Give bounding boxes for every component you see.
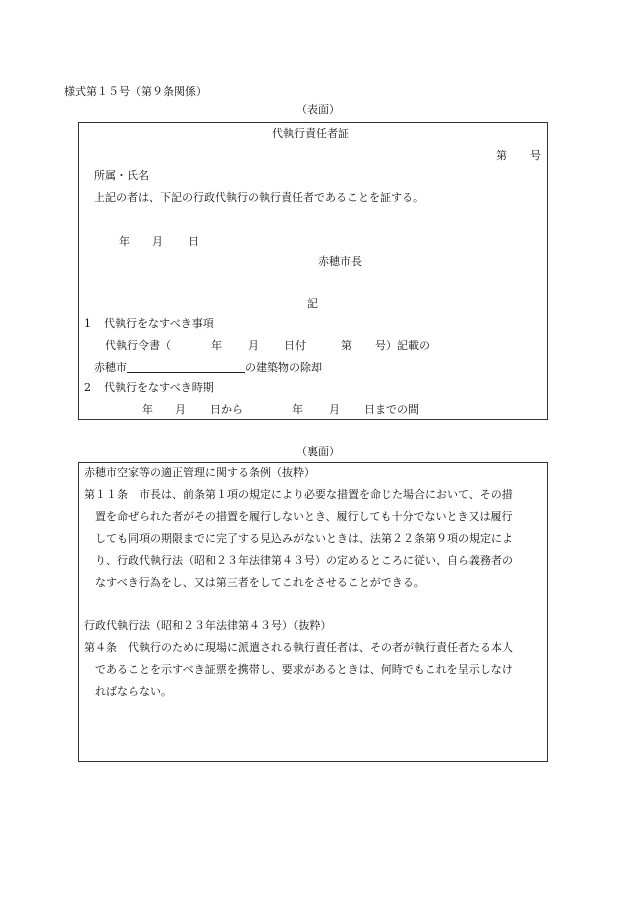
ordinance-title: 赤穂市空家等の適正管理に関する条例（抜粋） [84, 466, 315, 479]
issue-year-label: 年 [119, 235, 130, 248]
article4-line3: ればならない。 [95, 685, 172, 698]
item1-order-label: 代執行令書（ [105, 339, 171, 352]
item1-city-line [94, 361, 322, 373]
item2-end-year: 年 [292, 403, 303, 416]
item1-building-label: の建築物の除却 [245, 361, 322, 374]
issue-day-label: 日 [188, 235, 199, 248]
article11-line4: り、行政代執行法（昭和２３年法律第４３号）の定めるところに従い、自ら義務者の [95, 554, 513, 567]
item1-number: 1 [84, 317, 91, 330]
certificate-number-dai: 第 [496, 149, 507, 162]
item2-number: 2 [84, 381, 91, 394]
article11-line2: 置を命ぜられた者がその措置を履行しないとき、履行しても十分でないとき又は履行 [95, 510, 513, 523]
item1-month-label: 月 [248, 339, 259, 352]
form-number: 様式第１５号（第９条関係） [64, 85, 207, 98]
article11-line1: 第１１条 市長は、前条第１項の規定により必要な措置を命じた場合において、その措 [84, 488, 513, 501]
issuer-mayor: 赤穂市長 [318, 255, 362, 268]
law-title: 行政代執行法（昭和２３年法律第４３号）（抜粋） [84, 619, 332, 632]
certification-statement: 上記の者は、下記の行政代執行の執行責任者であることを証する。 [94, 191, 424, 204]
article4-line2: であることを示すべき証票を携帯し、要求があるときは、何時でもこれを呈示しなけ [95, 663, 513, 676]
article4-line1: 第４条 代執行のために現場に派遣される執行責任者は、その者が執行責任者たる本人 [84, 641, 513, 654]
item1-title: 代執行をなすべき事項 [104, 317, 214, 330]
certificate-number-go: 号 [530, 149, 541, 162]
back-side-label: （裏面） [296, 445, 340, 458]
item2-end-day: 日までの間 [364, 403, 419, 416]
issue-month-label: 月 [152, 235, 163, 248]
building-address-blank [127, 361, 245, 373]
item1-year-label: 年 [211, 339, 222, 352]
item1-date-suffix: 日付 [284, 339, 306, 352]
item2-start-day: 日から [210, 403, 243, 416]
item2-end-month: 月 [329, 403, 340, 416]
item2-start-year: 年 [142, 403, 153, 416]
affiliation-name-label: 所属・氏名 [94, 169, 149, 182]
item2-start-month: 月 [175, 403, 186, 416]
front-certificate-box [78, 122, 548, 420]
article11-line5: なすべき行為をし、又は第三者をしてこれをさせることができる。 [95, 576, 425, 589]
ki-heading: 記 [307, 297, 318, 310]
item1-city-label: 赤穂市 [94, 361, 127, 374]
back-excerpt-box [78, 462, 548, 762]
front-side-label: （表面） [296, 103, 340, 116]
certificate-title: 代執行責任者証 [272, 127, 349, 140]
item1-go-suffix: 号）記載の [375, 339, 430, 352]
article11-line3: しても同項の期限までに完了する見込みがないときは、法第２２条第９項の規定によ [95, 532, 513, 545]
item2-title: 代執行をなすべき時期 [104, 381, 214, 394]
item1-dai-label: 第 [341, 339, 352, 352]
